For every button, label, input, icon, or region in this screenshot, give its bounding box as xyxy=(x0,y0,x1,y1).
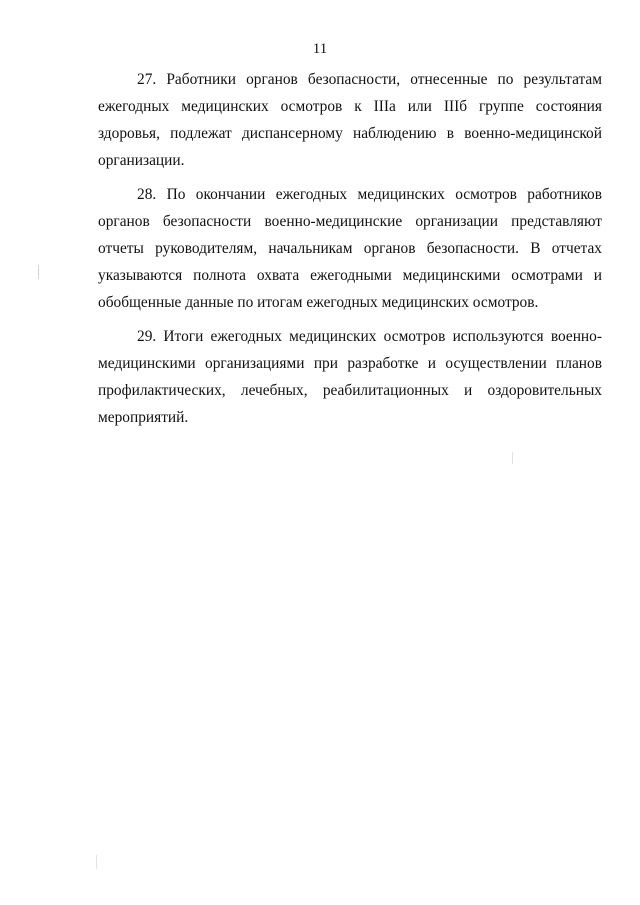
page-number: 11 xyxy=(312,41,328,57)
scan-artifact-bottom xyxy=(96,855,97,869)
scan-artifact-right xyxy=(512,452,513,464)
document-body xyxy=(98,66,602,438)
paragraph-27: 27. Работники органов безопасности, отнесенные по результатам ежегодных медицинских осмотров к IIIа или IIIб группе состояния здоровья, подлежат диспансерному наблюдению в военно-медицинской организации. xyxy=(98,71,602,169)
scan-artifact-left xyxy=(38,265,39,279)
paragraph-29: 29. Итоги ежегодных медицинских осмотров используются военно-медицинскими организациями при разработке и осуществлении планов профилактических, лечебных, реабилитационных и оздоровительных мероприятий. xyxy=(98,328,602,426)
paragraph-28: 28. По окончании ежегодных медицинских осмотров работников органов безопасности военно-медицинские организации представляют отчеты руководителям, начальникам органов безопасности. В отчетах указываются полнота охвата ежегодными медицинскими осмотрами и обобщенные данные по итогам ежегодных медицинских осмотров. xyxy=(98,186,602,311)
